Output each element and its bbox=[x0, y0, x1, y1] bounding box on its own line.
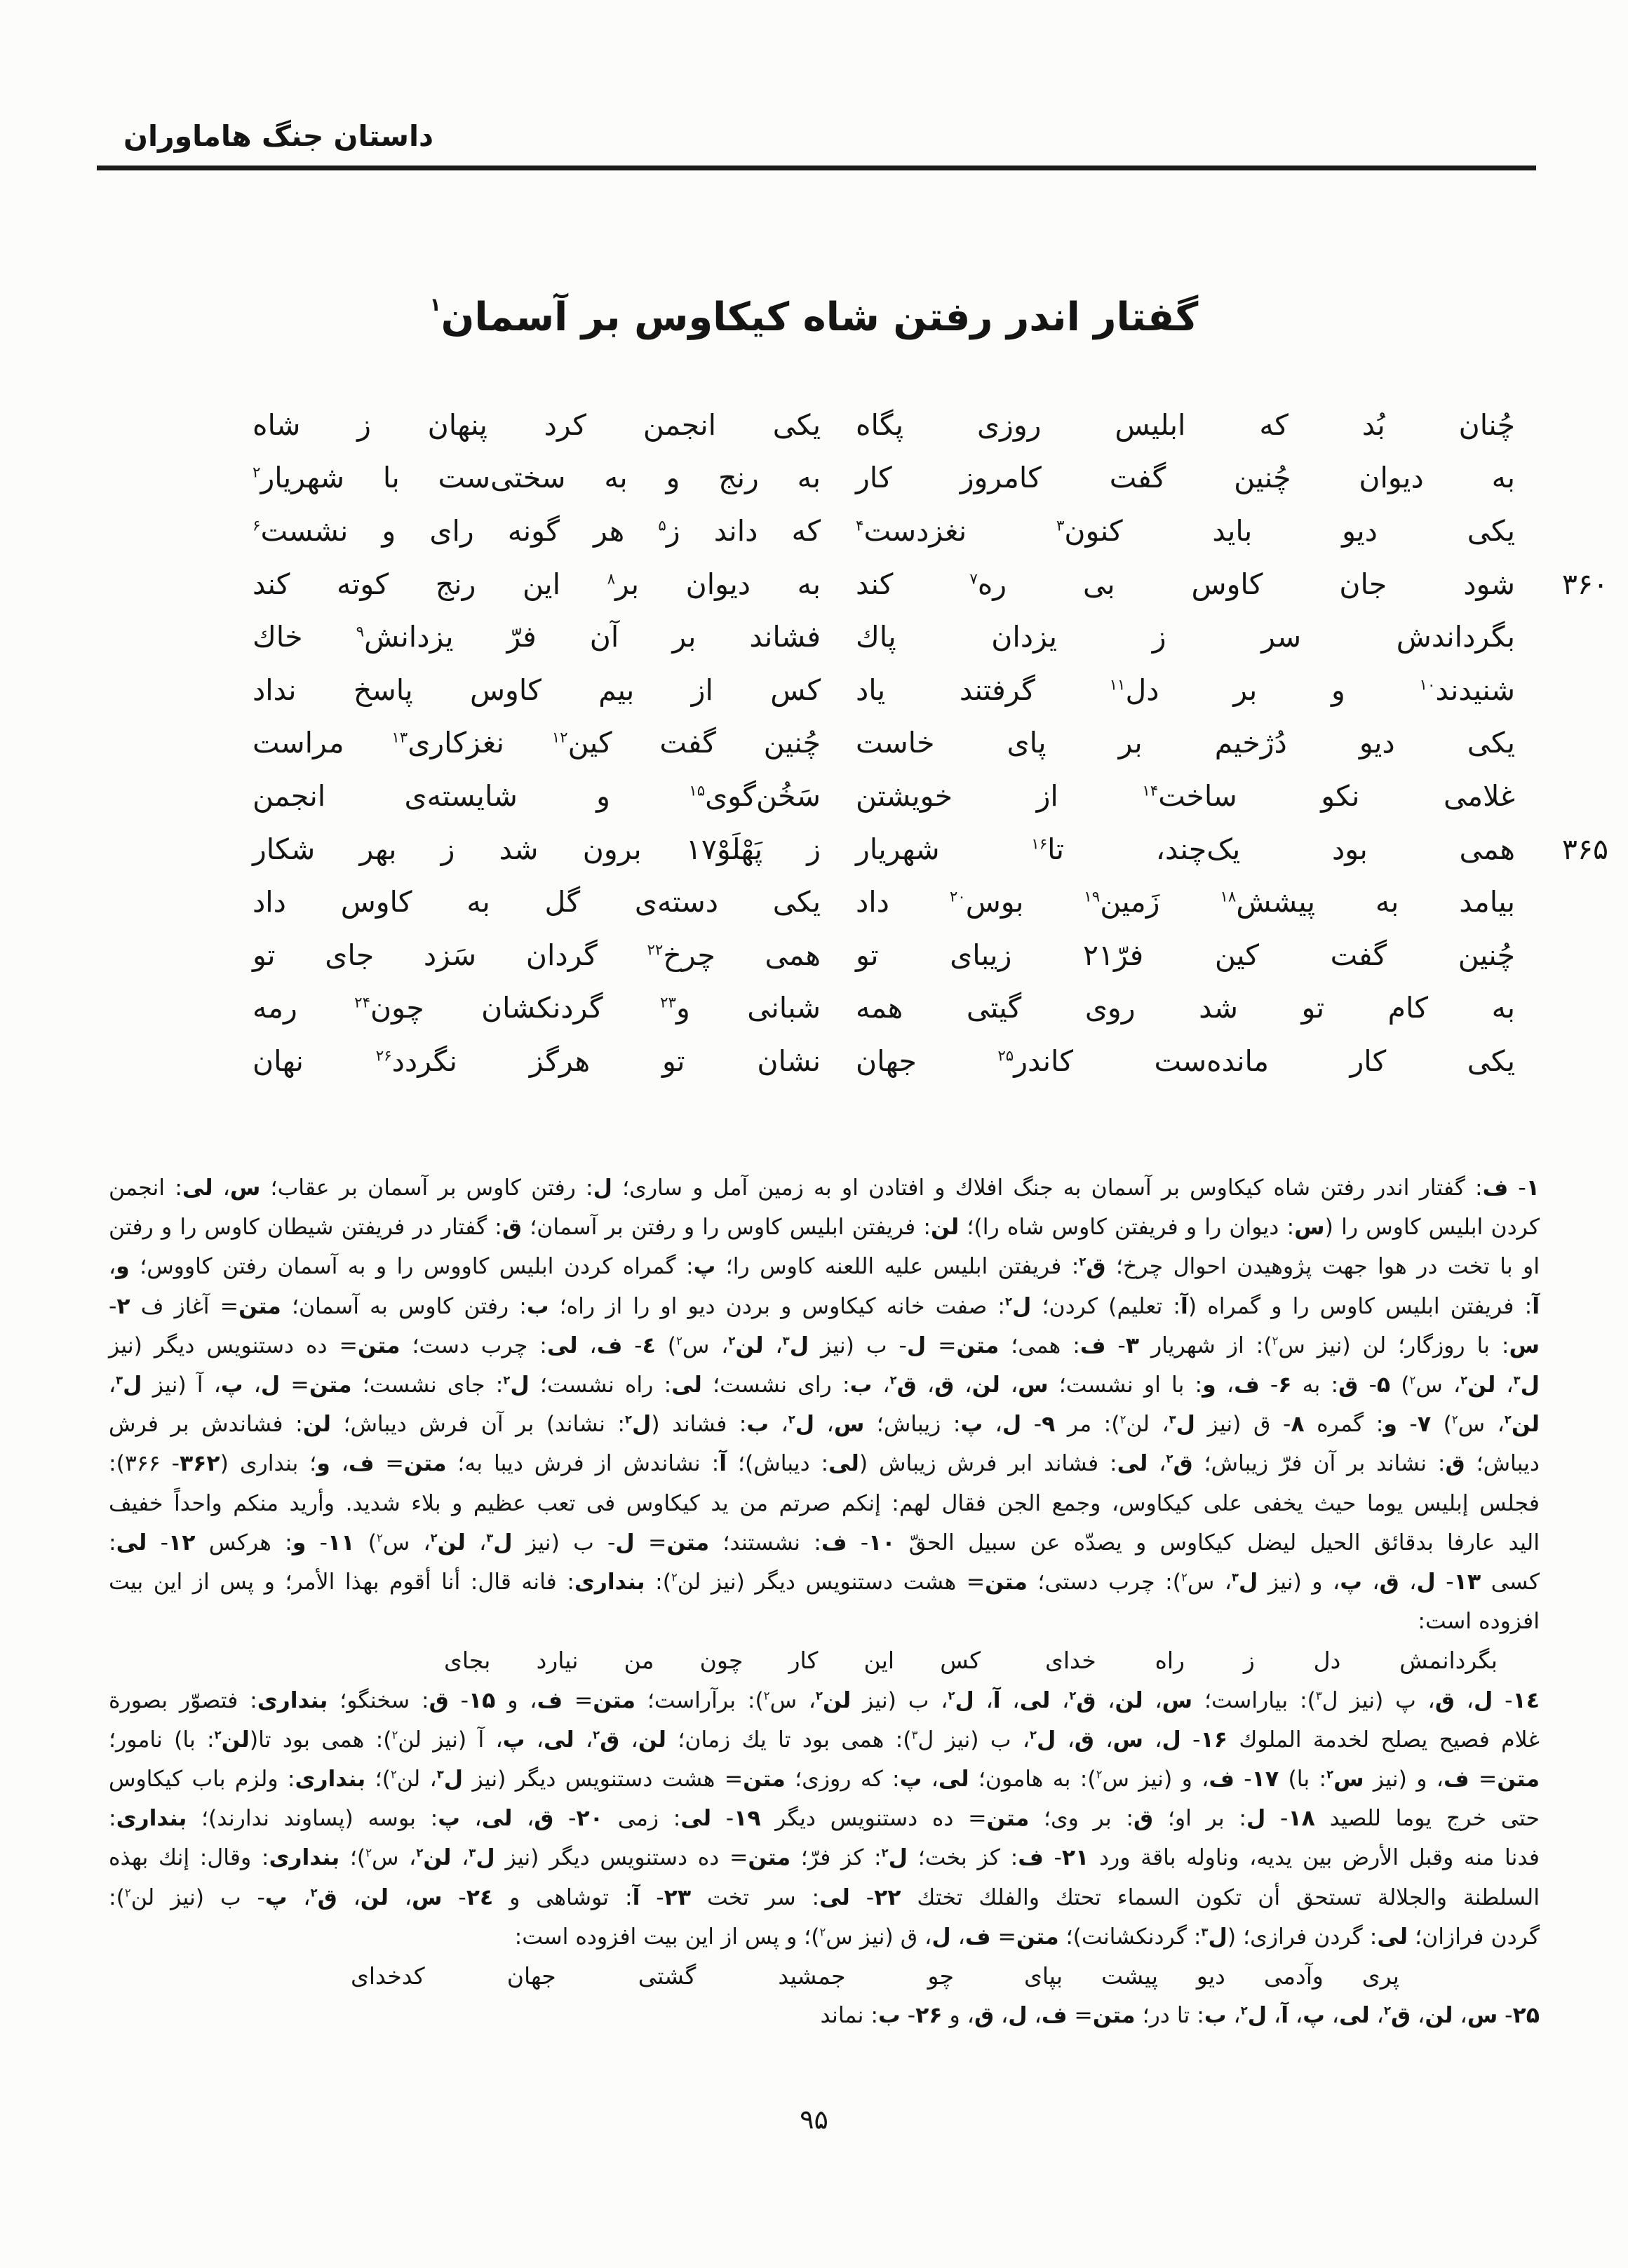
hemistich-second: فشاند بر آن فرّ یزدانش$^۹$ خاك bbox=[253, 620, 821, 654]
hemistich-second: یکی انجمن کرد پنهان ز شاه bbox=[253, 407, 821, 442]
hemistich-second: شبانی و$^{۲۳}$ گردنکشان چون$^{۲۴}$ رمه bbox=[253, 991, 821, 1025]
footnote-line: متن= ف، و (نیز س$^۲$: با) ۱۷- ف، و (نیز س$^۲$): به هامون؛ لی، پ: که روزی؛ متن= هشت دستنویس دیگر (نیز ل$^۳$، لن$^۲$)؛ بنداری: ولزم باب کیکاوس bbox=[109, 1767, 1540, 1793]
footnote-line: س: با روزگار؛ لن (نیز س$^۲$): از شهریار ۳- ف: همی؛ متن= ل- ب (نیز ل$^۳$، لن$^۲$، س$^۲$) ٤- ف، لی: چرب دست؛ متن= ده دستنویس دیگر (نیز bbox=[109, 1332, 1540, 1358]
poem-block bbox=[253, 398, 1608, 1088]
footnote-line: فدنا منه وقبل الأرض بین یدیه، وناوله باقة ورد ۲۱- ف: کز بخت؛ ل$^۲$: کز فرّ؛ متن= ده دستنویس دیگر (نیز ل$^۳$، لن$^۲$، س$^۲$)؛ بنداری: وقال: إنك بهذه bbox=[109, 1845, 1540, 1871]
hemistich-second: سَخُن‌گوی$^{۱۵}$ و شایسته‌ی انجمن bbox=[253, 778, 821, 813]
hemistich-first: بگرداندش سر ز یزدان پاك bbox=[856, 620, 1515, 654]
inserted-verse bbox=[109, 1641, 1540, 1680]
hemistich-first: غلامی نکو ساخت$^{۱۴}$ از خویشتن bbox=[856, 778, 1515, 813]
footnote-line: لن$^۲$، س$^۲$) ۷- و: گمره ۸- ق (نیز ل$^۳$، لن$^۲$): مر ۹- ل، پ: زیباش؛ س، ل$^۲$، ب: فشاند (ل$^۲$: نشاند) بر آن فرش دیباش؛ لن: فشاندش بر فرش bbox=[109, 1412, 1540, 1438]
hemistich-second: همی چرخ$^{۲۲}$ گردان سَزد جای تو bbox=[253, 938, 821, 972]
poem-row bbox=[253, 398, 1515, 452]
poem-row bbox=[253, 1034, 1515, 1088]
section-title bbox=[0, 295, 1628, 340]
section-title-footnote-marker: ۱ bbox=[429, 295, 441, 316]
footnote-line: کردن ابلیس کاوس را (س: دیوان را و فریفتن کاوس شاه را)؛ لن: فریفتن ابلیس کاوس را و رفتن بر آسمان؛ ق: گفتار در فریفتن شیطان کاوس را و رفتن bbox=[109, 1215, 1540, 1241]
inserted-verse-hemistich-second: کس این کار چون من نیارد بجای bbox=[444, 1647, 981, 1675]
hemistich-second: به رنج و به سختی‌ست با شهریار$^۲$ bbox=[253, 461, 821, 495]
hemistich-first: بیامد به پیشش$^{۱۸}$ زَمین$^{۱۹}$ بوس$^{۲۰}$ داد bbox=[856, 885, 1515, 919]
poem-row bbox=[253, 452, 1515, 505]
hemistich-second: کس از بیم کاوس پاسخ نداد bbox=[253, 673, 821, 707]
footnote-line: ۲۵- س، لن، ق$^۲$، لی، پ، آ، ل$^۲$، ب: تا در؛ متن= ف، ل، ق، و ۲۶- ب: نماند bbox=[820, 2003, 1540, 2029]
inserted-verse bbox=[109, 1957, 1540, 1996]
hemistich-first: چُنان بُد که ابلیس روزی پگاه bbox=[856, 407, 1515, 442]
verse-number-365: ۳۶۵ bbox=[1561, 832, 1608, 866]
inserted-verse-hemistich-first: پری وآدمی دیو پیشت بپای bbox=[1024, 1962, 1399, 1990]
footnote-line: آ: فریفتن ابلیس کاوس را و گمراه (آ: تعلیم) کردن؛ ل$^۲$: صفت خانه کیکاوس و بردن دیو او را از راه؛ ب: رفتن کاوس به آسمان؛ متن= آغاز ف ۲- bbox=[109, 1293, 1540, 1319]
hemistich-second: که داند ز$^۵$ هر گونه رای و نشست$^۶$ bbox=[253, 513, 821, 548]
hemistich-first: شود جان کاوس بی ره$^۷$ کند bbox=[856, 567, 1516, 601]
verse-number-360: ۳۶۰ bbox=[1561, 567, 1608, 601]
poem-row bbox=[253, 663, 1515, 717]
footnote-line: دیباش؛ ق: نشاند بر آن فرّ زیباش؛ ق$^۲$، لی: فشاند ابر فرش زیباش (لی: دیباش)؛ آ: نشاندش از فرش دیبا به؛ متن= ف، و؛ بنداری (۳۶۲- ۳۶۶): bbox=[109, 1451, 1540, 1477]
footnote-line: فجلس إبلیس یوما حیث یخفی علی کیکاوس، وجمع الجن فقال لهم: إنکم صرتم من ید کیکاوس فی تعب عظیم و بلاء شدید. وأرید منکم واحداً خفیف bbox=[109, 1490, 1540, 1516]
hemistich-first: چُنین گفت کین فرّ۲۱ زیبای تو bbox=[856, 938, 1515, 972]
hemistich-second: به دیوان بر$^۸$ این رنج کوته کند bbox=[253, 567, 821, 601]
hemistich-first: همی بود یک‌چند، تا$^{۱۶}$ شهریار bbox=[856, 832, 1515, 866]
running-head: داستان جنگ هاماوران bbox=[123, 119, 434, 153]
footnote-line: السلطنة والجلالة تستحق أن تکون السماء تحتك والفلك تختك ۲۲- لی: سر تخت ۲۳- آ: توشاهی و ۲٤- س، لن، ق$^۲$، پ- ب (نیز لن$^۲$): bbox=[109, 1884, 1540, 1910]
hemistich-first: به دیوان چُنین گفت کامروز کار bbox=[856, 461, 1515, 495]
footnote-line: ۱٤- ل، ق، پ (نیز ل$^۳$): بیاراست؛ س، لن، ق$^۲$، لی، آ، ل$^۲$، ب (نیز لن$^۲$، س$^۲$): برآراست؛ متن= ف، و ۱۵- ق: سخنگو؛ بنداری: فتصوّر بصورة bbox=[109, 1687, 1540, 1713]
footnote-line: کسی ۱۳- ل، ق، پ، و (نیز ل$^۳$، س$^۲$): چرب دستی؛ متن= هشت دستنویس دیگر (نیز لن$^۲$): بنداری: فانه قال: أنا أقوم بهذا الأمر؛ و پس از این بیت bbox=[109, 1570, 1540, 1595]
footnote-line: او با تخت در هوا جهت پژوهیدن احوال چرخ؛ ق$^۲$: فریفتن ابلیس علیه اللعنه کاوس را؛ پ: گمراه کردن ابلیس کاووس را و به آسمان رفتن کاووس؛ و، bbox=[109, 1254, 1540, 1280]
section-title-text: گفتار اندر رفتن شاه کیکاوس بر آسمان bbox=[440, 295, 1199, 340]
poem-row bbox=[253, 929, 1515, 982]
hemistich-first: شنیدند$^{۱۰}$ و بر دل$^{۱۱}$ گرفتند یاد bbox=[856, 673, 1516, 707]
hemistich-second: نشان تو هرگز نگردد$^{۲۶}$ نهان bbox=[253, 1044, 821, 1078]
hemistich-second: چُنین گفت کین$^{۱۲}$ نغزکاری$^{۱۳}$ مراست bbox=[253, 726, 821, 760]
poem-row bbox=[253, 717, 1515, 770]
footnote-line: گردن فرازان؛ لی: گردن فرازی؛ (ل$^۳$: گردنکشانت)؛ متن= ف، ل، ق (نیز س$^۲$)؛ و پس از این بیت افزوده است: bbox=[514, 1924, 1540, 1950]
header-rule bbox=[97, 166, 1536, 170]
poem-row bbox=[253, 875, 1515, 929]
poem-row bbox=[253, 504, 1515, 558]
footnote-line: حتی خرج یوما للصید ۱۸- ل: بر او؛ ق: بر وی؛ متن= ده دستنویس دیگر ۱۹- لی: زمی ۲۰- ق، لی، پ: بوسه (پساوند ندارند)؛ بنداری: bbox=[109, 1806, 1540, 1832]
inserted-verse-hemistich-second: چو جمشید گشتی جهان کدخدای bbox=[351, 1962, 954, 1990]
hemistich-first: یکی دیو باید کنون$^۳$ نغزدست$^۴$ bbox=[856, 513, 1515, 548]
poem-row bbox=[253, 982, 1515, 1035]
footnote-line: ل$^۳$، لن$^۲$، س$^۲$) ۵- ق: به ۶- ف، و: با او نشست؛ س، لن، ق، ق$^۲$، ب: رای نشست؛ لی: راه نشست؛ ل$^۲$: جای نشست؛ متن= ل، پ، آ (نیز ل$^۳$، bbox=[109, 1372, 1540, 1398]
apparatus-footnotes bbox=[109, 1168, 1540, 2035]
hemistich-first: به کام تو شد روی گیتی همه bbox=[856, 991, 1515, 1025]
poem-row bbox=[253, 823, 1608, 876]
poem-row bbox=[253, 558, 1608, 611]
footnote-line: الید عارفا بدقائق الحیل لیضل کیکاوس و یصدّه عن سبیل الحقّ ۱۰- ف: نشستند؛ متن= ل- ب (نیز ل$^۳$، لن$^۲$، س$^۲$) ۱۱- و: هرکس ۱۲- لی: bbox=[109, 1530, 1540, 1555]
page-number: ۹۵ bbox=[800, 2104, 828, 2135]
footnote-line: افزوده است: bbox=[1418, 1609, 1540, 1635]
footnote-line: ۱- ف: گفتار اندر رفتن شاه کیکاوس بر آسمان به جنگ افلاك و افتادن او به زمین آمل و ساری؛ ل: رفتن کاوس بر آسمان بر عقاب؛ س، لی: انجمن bbox=[109, 1175, 1540, 1201]
inserted-verse-hemistich-first: بگردانمش دل ز راه خدای bbox=[1045, 1647, 1498, 1675]
footnote-line: غلام فصیح یصلح لخدمة الملوك ۱۶- ل، س، ق، ل$^۲$، ب (نیز ل$^۳$): همی بود تا یك زمان؛ لن، ق$^۲$، لی، پ، آ (نیز لن$^۲$): همی بود تا(لن$^۲$: با) نامور؛ bbox=[109, 1727, 1540, 1753]
hemistich-second: ز پَهْلَوْ۱۷ برون شد ز بهر شکار bbox=[253, 832, 821, 866]
poem-row bbox=[253, 610, 1515, 663]
hemistich-first: یکی دیو دُژخیم بر پای خاست bbox=[856, 726, 1515, 760]
hemistich-second: یکی دسته‌ی گل به کاوس داد bbox=[253, 885, 821, 919]
hemistich-first: یکی کار مانده‌ست کاندر$^{۲۵}$ جهان bbox=[856, 1044, 1515, 1078]
poem-row bbox=[253, 769, 1515, 823]
